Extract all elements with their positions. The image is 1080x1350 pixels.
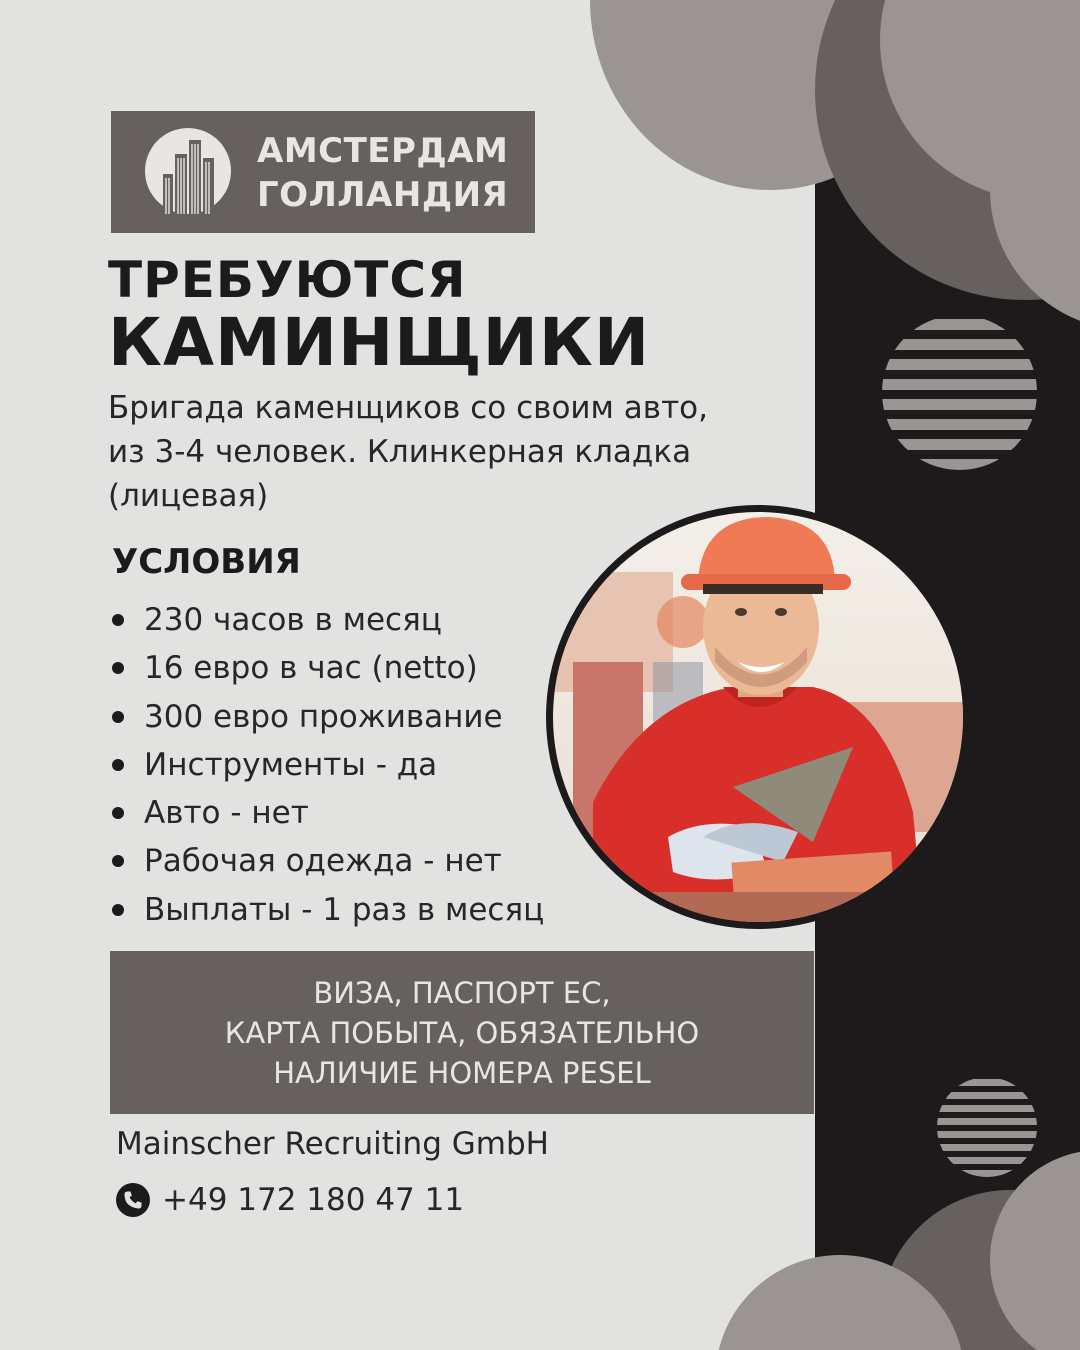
bullet-icon [112, 759, 124, 771]
bricklayer-photo [546, 505, 970, 929]
phone-number[interactable]: +49 172 180 47 11 [162, 1182, 465, 1218]
conditions-item: 16 евро в час (netto) [108, 644, 544, 692]
bullet-icon [112, 711, 124, 723]
bullet-icon [112, 904, 124, 916]
bullet-icon [112, 662, 124, 674]
phone-icon [116, 1183, 150, 1217]
requirements-box [110, 951, 814, 1114]
logo-text [257, 129, 508, 217]
bullet-icon [112, 807, 124, 819]
conditions-item: 230 часов в месяц [108, 596, 544, 644]
description-line: (лицевая) [108, 478, 269, 514]
requirements-line: КАРТА ПОБЫТА, ОБЯЗАТЕЛЬНО [224, 1015, 700, 1050]
bullet-icon [112, 614, 124, 626]
headline-line-2: КАМИНЩИКИ [108, 304, 651, 381]
requirements-line: НАЛИЧИЕ НОМЕРА PESEL [273, 1055, 651, 1090]
logo-country: ГОЛЛАНДИЯ [257, 175, 509, 215]
striped-circle-decor [937, 1077, 1037, 1177]
conditions-item: 300 евро проживание [108, 693, 544, 741]
conditions-item: Инструменты - да [108, 741, 544, 789]
striped-circle-decor [882, 315, 1037, 470]
logo-box [111, 111, 535, 233]
conditions-item: Рабочая одежда - нет [108, 837, 544, 885]
headline-line-1: ТРЕБУЮТСЯ [108, 251, 467, 309]
conditions-list [108, 596, 544, 934]
company-name: Mainscher Recruiting GmbH [116, 1126, 549, 1162]
description-line: из 3-4 человек. Клинкерная кладка [108, 434, 692, 470]
logo-city: АМСТЕРДАМ [257, 131, 509, 171]
description-line: Бригада каменщиков со своим авто, [108, 390, 708, 426]
bullet-icon [112, 855, 124, 867]
conditions-item: Авто - нет [108, 789, 544, 837]
description [108, 386, 788, 518]
city-buildings-icon [145, 128, 231, 214]
requirements-line: ВИЗА, ПАСПОРТ ЕС, [313, 975, 611, 1010]
phone-row[interactable] [116, 1178, 464, 1222]
conditions-item: Выплаты - 1 раз в месяц [108, 886, 544, 934]
conditions-title: УСЛОВИЯ [112, 542, 301, 582]
